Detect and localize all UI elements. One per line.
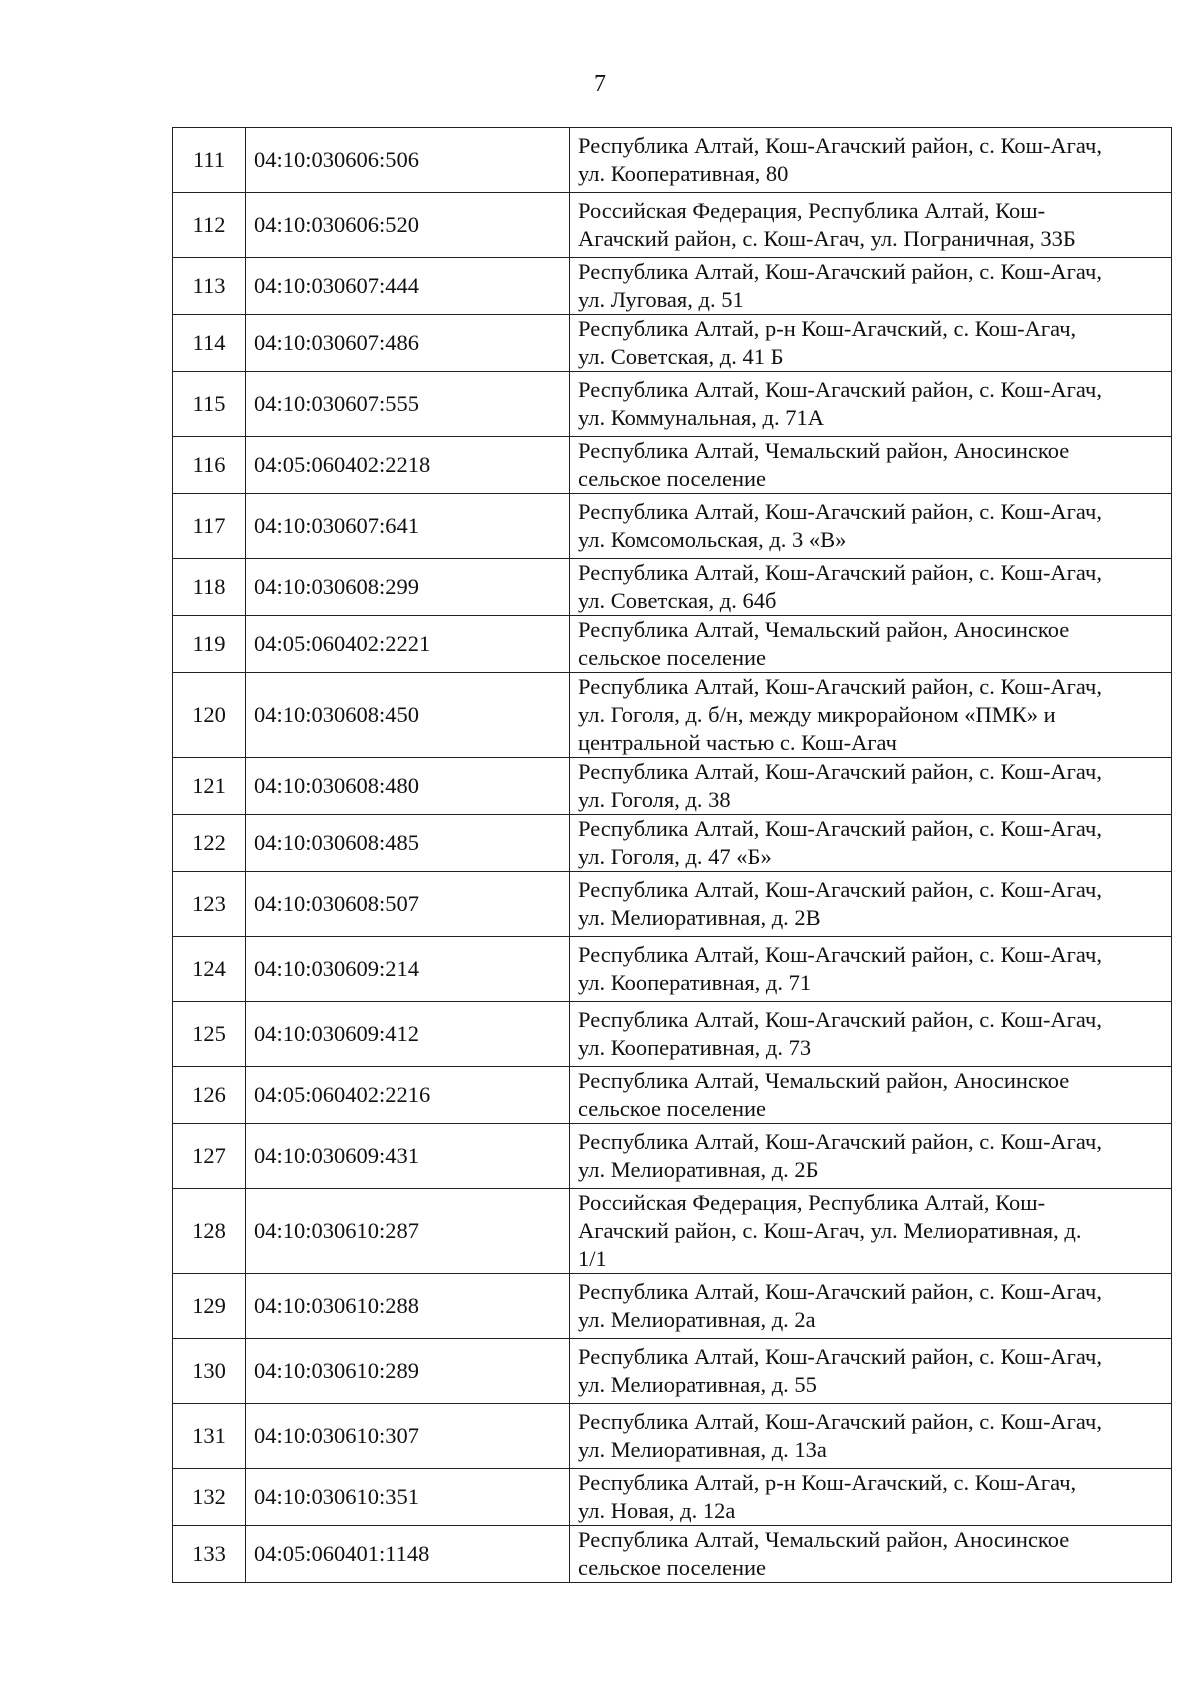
address-line: Республика Алтай, Кош-Агачский район, с. Кош-Агач, (578, 759, 1102, 784)
address (570, 1469, 1172, 1526)
address-line: ул. Гоголя, д. 38 (578, 787, 731, 812)
address-line: ул. Мелиоративная, д. 2В (578, 905, 821, 930)
table-row (173, 1002, 1172, 1067)
address-line: ул. Луговая, д. 51 (578, 287, 744, 312)
address (570, 1124, 1172, 1189)
cadastral-number: 04:10:030607:555 (246, 372, 570, 437)
address (570, 815, 1172, 872)
cadastral-number: 04:10:030609:214 (246, 937, 570, 1002)
row-number: 111 (173, 128, 246, 193)
address-line: ул. Новая, д. 12а (578, 1498, 736, 1523)
address-line: 1/1 (578, 1246, 607, 1271)
address-line: Республика Алтай, Чемальский район, Аносинское (578, 1068, 1070, 1093)
row-number: 130 (173, 1339, 246, 1404)
address-line: Республика Алтай, р-н Кош-Агачский, с. Кош-Агач, (578, 316, 1077, 341)
cadastral-number: 04:05:060401:1148 (246, 1526, 570, 1583)
cadastral-number: 04:10:030608:485 (246, 815, 570, 872)
table-row (173, 128, 1172, 193)
address (570, 1404, 1172, 1469)
row-number: 122 (173, 815, 246, 872)
row-number: 114 (173, 315, 246, 372)
address-line: Республика Алтай, Кош-Агачский район, с. Кош-Агач, (578, 1007, 1102, 1032)
address-line: ул. Мелиоративная, д. 55 (578, 1372, 817, 1397)
address-line: центральной частью с. Кош-Агач (578, 730, 897, 755)
row-number: 119 (173, 616, 246, 673)
row-number: 128 (173, 1189, 246, 1274)
address-line: ул. Советская, д. 41 Б (578, 344, 784, 369)
address-line: Республика Алтай, Кош-Агачский район, с. Кош-Агач, (578, 1279, 1102, 1304)
page-number: 7 (594, 71, 606, 97)
cadastral-number: 04:10:030606:506 (246, 128, 570, 193)
address (570, 1274, 1172, 1339)
address-line: Республика Алтай, Чемальский район, Аносинское (578, 617, 1070, 642)
address (570, 872, 1172, 937)
address-line: Республика Алтай, Кош-Агачский район, с. Кош-Агач, (578, 560, 1102, 585)
row-number: 121 (173, 758, 246, 815)
row-number: 129 (173, 1274, 246, 1339)
table-row (173, 437, 1172, 494)
cadastral-number: 04:05:060402:2221 (246, 616, 570, 673)
table-row (173, 559, 1172, 616)
address-line: Республика Алтай, Кош-Агачский район, с. Кош-Агач, (578, 499, 1102, 524)
address-line: ул. Комсомольская, д. 3 «В» (578, 527, 847, 552)
row-number: 115 (173, 372, 246, 437)
table-row (173, 193, 1172, 258)
table-row (173, 815, 1172, 872)
address-line: ул. Гоголя, д. б/н, между микрорайоном «ПМК» и (578, 702, 1056, 727)
cadastral-number: 04:10:030606:520 (246, 193, 570, 258)
address-line: Республика Алтай, р-н Кош-Агачский, с. Кош-Агач, (578, 1470, 1077, 1495)
cadastral-number: 04:10:030610:351 (246, 1469, 570, 1526)
table-row (173, 937, 1172, 1002)
table-row (173, 315, 1172, 372)
address-line: ул. Кооперативная, д. 71 (578, 970, 812, 995)
table-row (173, 1404, 1172, 1469)
row-number: 127 (173, 1124, 246, 1189)
address (570, 372, 1172, 437)
address-line: Российская Федерация, Республика Алтай, Кош- (578, 1190, 1046, 1215)
row-number: 131 (173, 1404, 246, 1469)
address-line: Республика Алтай, Чемальский район, Аносинское (578, 1527, 1070, 1552)
address (570, 1339, 1172, 1404)
table-row (173, 1067, 1172, 1124)
cadastral-number: 04:10:030609:412 (246, 1002, 570, 1067)
address-line: Агачский район, с. Кош-Агач, ул. Мелиоративная, д. (578, 1218, 1082, 1243)
address-line: Республика Алтай, Чемальский район, Аносинское (578, 438, 1070, 463)
table-row (173, 1189, 1172, 1274)
address-line: ул. Коммунальная, д. 71А (578, 405, 824, 430)
table-row (173, 872, 1172, 937)
table-row (173, 1469, 1172, 1526)
row-number: 125 (173, 1002, 246, 1067)
address (570, 193, 1172, 258)
address (570, 128, 1172, 193)
table-row (173, 673, 1172, 758)
address-line: Республика Алтай, Кош-Агачский район, с. Кош-Агач, (578, 133, 1102, 158)
table-row (173, 1124, 1172, 1189)
address-line: Республика Алтай, Кош-Агачский район, с. Кош-Агач, (578, 816, 1102, 841)
address (570, 1189, 1172, 1274)
address-line: ул. Мелиоративная, д. 2а (578, 1307, 816, 1332)
row-number: 120 (173, 673, 246, 758)
cadastral-number: 04:10:030610:307 (246, 1404, 570, 1469)
cadastral-number: 04:10:030608:507 (246, 872, 570, 937)
address-line: сельское поселение (578, 1096, 767, 1121)
address-line: сельское поселение (578, 1555, 767, 1580)
cadastral-number: 04:10:030610:287 (246, 1189, 570, 1274)
row-number: 124 (173, 937, 246, 1002)
cadastral-number: 04:10:030608:450 (246, 673, 570, 758)
address (570, 315, 1172, 372)
table-row (173, 1274, 1172, 1339)
address (570, 616, 1172, 673)
address-line: ул. Советская, д. 64б (578, 588, 777, 613)
address-line: сельское поселение (578, 466, 767, 491)
address-line: ул. Мелиоративная, д. 2Б (578, 1157, 819, 1182)
row-number: 118 (173, 559, 246, 616)
table-row (173, 1526, 1172, 1583)
address-line: ул. Мелиоративная, д. 13а (578, 1437, 827, 1462)
table-row (173, 758, 1172, 815)
table-row (173, 372, 1172, 437)
address-line: Российская Федерация, Республика Алтай, Кош- (578, 198, 1046, 223)
address-line: Республика Алтай, Кош-Агачский район, с. Кош-Агач, (578, 377, 1102, 402)
cadastral-number: 04:10:030610:289 (246, 1339, 570, 1404)
cadastral-number: 04:10:030609:431 (246, 1124, 570, 1189)
address (570, 673, 1172, 758)
address-line: Республика Алтай, Кош-Агачский район, с. Кош-Агач, (578, 1409, 1102, 1434)
row-number: 113 (173, 258, 246, 315)
table-row (173, 616, 1172, 673)
address-line: Республика Алтай, Кош-Агачский район, с. Кош-Агач, (578, 674, 1102, 699)
address (570, 937, 1172, 1002)
address-line: ул. Кооперативная, д. 73 (578, 1035, 812, 1060)
address-line: Республика Алтай, Кош-Агачский район, с. Кош-Агач, (578, 877, 1102, 902)
address (570, 1002, 1172, 1067)
cadastral-number: 04:10:030607:641 (246, 494, 570, 559)
address (570, 1526, 1172, 1583)
registry-table (172, 127, 1172, 1583)
row-number: 123 (173, 872, 246, 937)
row-number: 133 (173, 1526, 246, 1583)
address (570, 559, 1172, 616)
cadastral-number: 04:10:030607:444 (246, 258, 570, 315)
row-number: 132 (173, 1469, 246, 1526)
cadastral-number: 04:10:030607:486 (246, 315, 570, 372)
row-number: 117 (173, 494, 246, 559)
cadastral-number: 04:05:060402:2218 (246, 437, 570, 494)
cadastral-number: 04:10:030610:288 (246, 1274, 570, 1339)
address-line: Республика Алтай, Кош-Агачский район, с. Кош-Агач, (578, 942, 1102, 967)
address-line: Республика Алтай, Кош-Агачский район, с. Кош-Агач, (578, 1344, 1102, 1369)
table-row (173, 494, 1172, 559)
address (570, 258, 1172, 315)
row-number: 126 (173, 1067, 246, 1124)
address (570, 437, 1172, 494)
cadastral-number: 04:10:030608:480 (246, 758, 570, 815)
address (570, 1067, 1172, 1124)
address-line: сельское поселение (578, 645, 767, 670)
row-number: 112 (173, 193, 246, 258)
address-line: Республика Алтай, Кош-Агачский район, с. Кош-Агач, (578, 1129, 1102, 1154)
address-line: ул. Гоголя, д. 47 «Б» (578, 844, 772, 869)
cadastral-number: 04:05:060402:2216 (246, 1067, 570, 1124)
table-row (173, 258, 1172, 315)
address-line: Республика Алтай, Кош-Агачский район, с. Кош-Агач, (578, 259, 1102, 284)
address-line: ул. Кооперативная, 80 (578, 161, 789, 186)
cadastral-number: 04:10:030608:299 (246, 559, 570, 616)
address (570, 494, 1172, 559)
address (570, 758, 1172, 815)
table-row (173, 1339, 1172, 1404)
registry-table-body (173, 128, 1172, 1583)
address-line: Агачский район, с. Кош-Агач, ул. Пограничная, 33Б (578, 226, 1076, 251)
row-number: 116 (173, 437, 246, 494)
